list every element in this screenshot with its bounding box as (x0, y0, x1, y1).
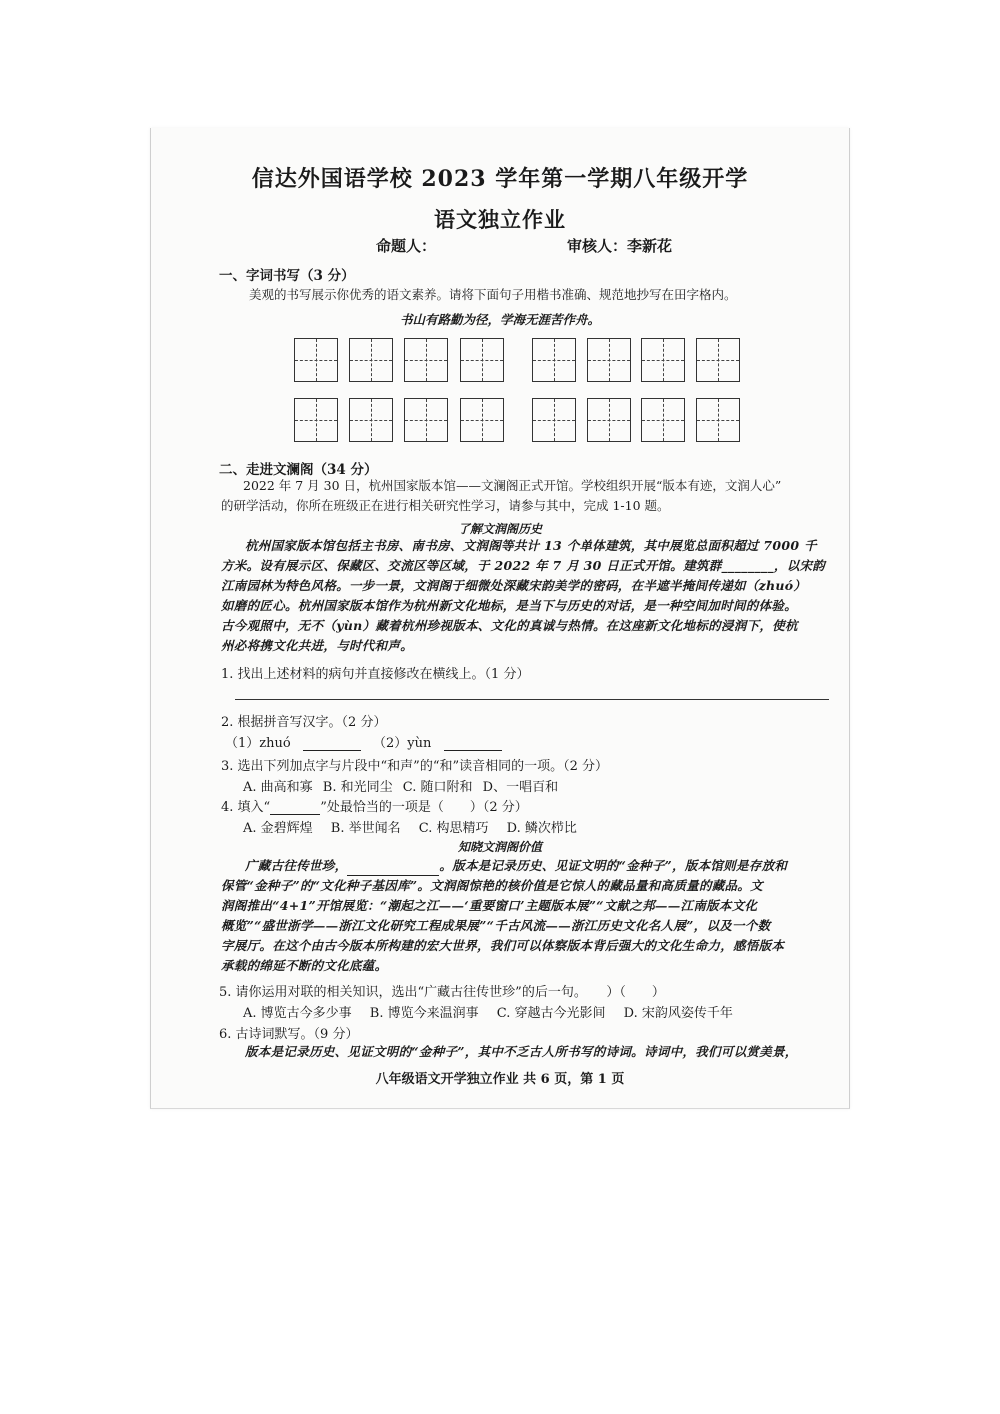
answer-blank[interactable] (444, 736, 502, 751)
passage-line: 如磨的匠心。杭州国家版本馆作为杭州新文化地标，是当下与历史的对话，是一种空间加时间的体验。 (221, 598, 798, 613)
section2-heading: 二、走进文澜阁（34 分） (219, 462, 378, 478)
grid-cell[interactable] (641, 398, 685, 442)
grid-cell[interactable] (641, 338, 685, 382)
grid-cell[interactable] (696, 398, 740, 442)
grid-cell[interactable] (587, 398, 631, 442)
q3-option-b[interactable]: B. 和光同尘 (322, 780, 393, 795)
answer-blank[interactable] (270, 800, 320, 815)
passage-value (221, 856, 833, 976)
question-4-options (243, 817, 577, 836)
question-5-options (243, 1002, 733, 1021)
answer-blank[interactable] (303, 736, 361, 751)
passage-line: 承载的绵延不断的文化底蕴。 (221, 958, 388, 973)
question-4 (221, 796, 528, 815)
question-2-b (373, 732, 502, 751)
q5-option-d[interactable]: D. 宋韵风姿传千年 (623, 1006, 733, 1021)
passage-line: 字展厅。在这个由古今版本所构建的宏大世界，我们可以体察版本背后强大的文化生命力，感悟版本 (221, 938, 785, 953)
q5-option-a[interactable]: A. 博览古今多少事 (243, 1006, 352, 1021)
passage-line: 润阁推出“4+1”开馆展览：“潮起之江——‘重要窗口’主题版本展”“文献之邦——江南版本文化 (221, 898, 758, 913)
grid-cell[interactable] (349, 398, 393, 442)
section1-sentence: 书山有路勤为径，学海无涯苦作舟。 (399, 312, 600, 327)
subtitle-value: 知晓文润阁价值 (457, 840, 542, 854)
q3-option-d[interactable]: D、一唱百和 (482, 780, 559, 795)
passage-line-start: 广藏古往传世珍， (245, 858, 348, 873)
passage-line: 古今观照中，无不（yùn）藏着杭州珍视版本、文化的真诚与热情。在这座新文化地标的浸润下，使杭 (221, 618, 798, 633)
subtitle-history: 了解文润阁历史 (457, 522, 542, 536)
grid-cell[interactable] (696, 338, 740, 382)
reviewer-label: 审核人：李新花 (567, 237, 673, 255)
q2-a-label: （1）zhuó (225, 736, 291, 751)
q3-option-a[interactable]: A. 曲高和寡 (243, 780, 313, 795)
q4-option-c[interactable]: C. 构思精巧 (418, 821, 489, 836)
section1-heading: 一、字词书写（3 分） (219, 268, 355, 284)
question-3-options (243, 776, 558, 795)
section2-intro-line1: 2022 年 7 月 30 日，杭州国家版本馆——文澜阁正式开馆。学校组织开展“版本有迹，文润人心” (243, 478, 782, 493)
passage-line: 江南园林为特色风格。一步一景，文润阁于细微处深藏宋韵美学的密码，在半遮半掩间传递如（zhuó） (221, 578, 807, 593)
passage-line: 概览”“盛世浙学——浙江文化研究工程成果展”“千古风流——浙江历史文化名人展”，以及一个数 (221, 918, 771, 933)
grid-cell[interactable] (349, 338, 393, 382)
q5-option-c[interactable]: C. 穿越古今光影间 (496, 1006, 606, 1021)
grid-cell[interactable] (294, 398, 338, 442)
passage-line: 保管“金种子”的“文化种子基因库”。文润阁惊艳的核价值是它惊人的藏品量和高质量的藏品。文 (221, 878, 763, 893)
q2-b-label: （2）yùn (373, 736, 432, 751)
grid-cell[interactable] (460, 398, 504, 442)
q4-prefix: 4. 填入“ (221, 800, 271, 815)
answer-blank[interactable] (347, 861, 439, 876)
passage-line (221, 856, 833, 876)
grid-cell[interactable] (587, 338, 631, 382)
grid-cell[interactable] (532, 338, 576, 382)
grid-cell[interactable] (404, 338, 448, 382)
grid-cell[interactable] (532, 398, 576, 442)
q5-option-b[interactable]: B. 博览今来温润事 (369, 1006, 479, 1021)
q4-suffix: ”处最恰当的一项是（ ）（2 分） (320, 800, 528, 815)
answer-line[interactable] (235, 699, 829, 700)
exam-subtitle: 语文独立作业 (434, 207, 566, 232)
question-3: 3. 选出下列加点字与片段中“和声”的“和”读音相同的一项。（2 分） (221, 759, 609, 774)
page-footer: 八年级语文开学独立作业 共 6 页，第 1 页 (375, 1072, 625, 1087)
grid-cell[interactable] (294, 338, 338, 382)
grid-cell[interactable] (460, 338, 504, 382)
question-2-a (225, 732, 361, 751)
q3-option-c[interactable]: C. 随口附和 (402, 780, 473, 795)
q4-option-a[interactable]: A. 金碧辉煌 (243, 821, 313, 836)
q4-option-b[interactable]: B. 举世闻名 (330, 821, 401, 836)
grid-cell[interactable] (404, 398, 448, 442)
exam-sheet (150, 128, 850, 1109)
passage-line: 州必将携文化共进，与时代和声。 (221, 638, 414, 653)
q4-option-d[interactable]: D. 鳞次栉比 (506, 821, 577, 836)
question-5: 5. 请你运用对联的相关知识，选出“广藏古往传世珍”的后一句。 ）（ ） (219, 985, 665, 1000)
section1-instruction: 美观的书写展示你优秀的语文素养。请将下面句子用楷书准确、规范地抄写在田字格内。 (249, 287, 737, 302)
question-1: 1. 找出上述材料的病句并直接修改在横线上。（1 分） (221, 667, 530, 682)
question-6: 6. 古诗词默写。（9 分） (219, 1027, 359, 1042)
section2-intro-line2: 的研学活动，你所在班级正在进行相关研究性学习，请参与其中，完成 1-10 题。 (221, 498, 670, 513)
passage-line-end: 。版本是记录历史、见证文明的“金种子”，版本馆则是存放和 (439, 858, 788, 873)
question-6-text: 版本是记录历史、见证文明的“金种子”，其中不乏古人所书写的诗词。诗词中，我们可以赏美景， (245, 1044, 798, 1059)
exam-title: 信达外国语学校 2023 学年第一学期八年级开学 (251, 166, 749, 192)
question-2: 2. 根据拼音写汉字。（2 分） (221, 715, 387, 730)
setter-label: 命题人： (376, 237, 437, 255)
passage-line: 方米。设有展示区、保藏区、交流区等区域，于 2022 年 7 月 30 日正式开馆。建筑群________，以宋韵 (221, 558, 826, 573)
passage-line: 杭州国家版本馆包括主书房、南书房、文润阁等共计 13 个单体建筑，其中展览总面积超过 7000 千 (245, 538, 817, 553)
passage-history (221, 536, 833, 656)
